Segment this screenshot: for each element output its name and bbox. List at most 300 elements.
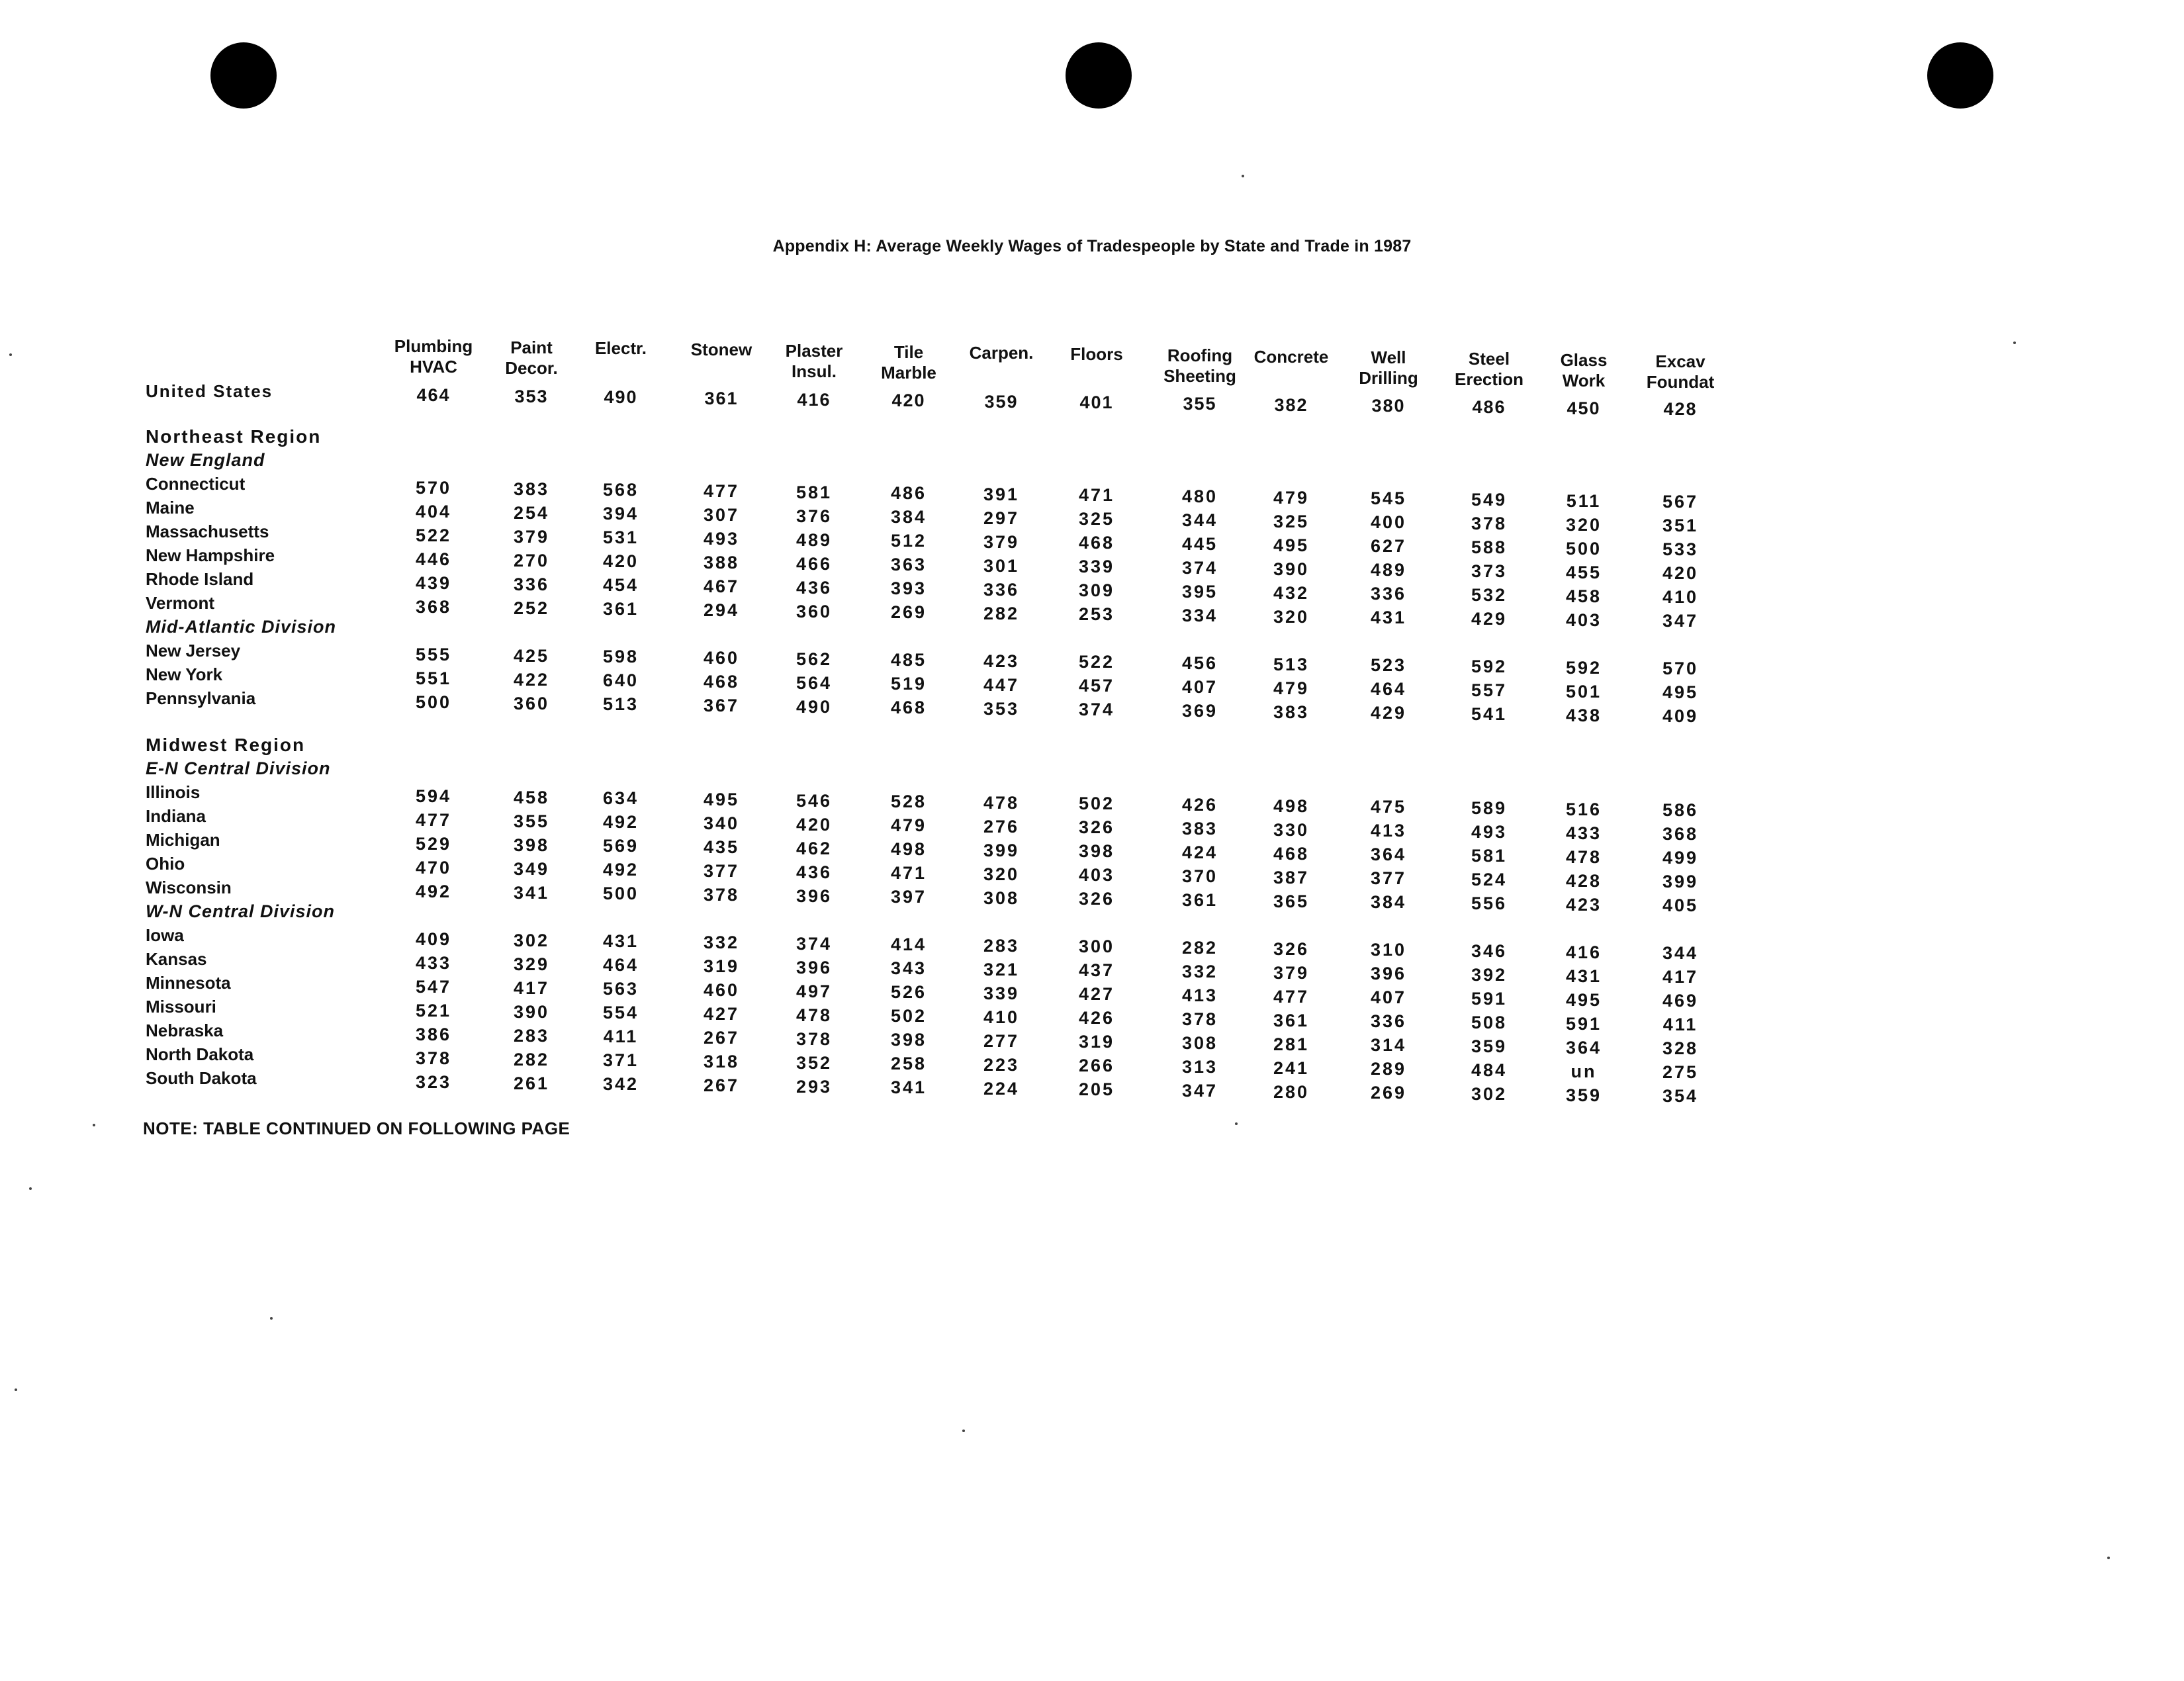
table-cell: 429 xyxy=(1471,609,1508,629)
column-header xyxy=(384,336,483,377)
table-cell: 351 xyxy=(1662,516,1699,536)
table-cell: 395 xyxy=(1181,582,1218,602)
united-states-value: 361 xyxy=(704,388,739,408)
table-cell: 470 xyxy=(415,858,452,878)
table-cell: 205 xyxy=(1078,1079,1115,1100)
state-label: South Dakota xyxy=(146,1068,257,1088)
table-cell: 477 xyxy=(703,480,740,501)
table-cell: 502 xyxy=(1078,794,1115,814)
table-cell: 495 xyxy=(1662,682,1699,703)
table-cell: 495 xyxy=(703,789,740,809)
column-header-line: Plumbing xyxy=(394,336,473,356)
column-header-line: Well xyxy=(1371,347,1406,368)
column-header-line: Floors xyxy=(1070,344,1123,365)
table-cell: 493 xyxy=(703,528,740,549)
table-cell: 492 xyxy=(602,860,639,880)
table-cell: 477 xyxy=(415,810,452,830)
table-cell: 592 xyxy=(1471,657,1508,677)
table-cell: 433 xyxy=(1565,823,1602,843)
table-cell: 500 xyxy=(415,692,452,712)
region-label: Northeast Region xyxy=(146,426,322,447)
table-cell: 424 xyxy=(1181,842,1218,863)
table-cell: 541 xyxy=(1471,704,1508,725)
table-cell: 359 xyxy=(1565,1085,1602,1105)
table-cell: 427 xyxy=(1078,984,1115,1005)
table-cell: 261 xyxy=(513,1073,550,1093)
table-cell: 336 xyxy=(983,579,1020,600)
state-label: Maine xyxy=(146,498,195,518)
table-cell: 369 xyxy=(1181,701,1218,721)
table-cell: 352 xyxy=(796,1052,833,1073)
table-cell: 313 xyxy=(1181,1057,1218,1077)
table-cell: 490 xyxy=(796,696,833,717)
table-cell: 378 xyxy=(703,884,740,905)
table-cell: 398 xyxy=(1078,841,1115,862)
column-header-line: Work xyxy=(1562,370,1606,390)
table-cell: 469 xyxy=(1662,991,1699,1011)
column-header-line: Paint xyxy=(510,337,553,357)
table-cell: 479 xyxy=(1273,678,1310,698)
table-cell: 252 xyxy=(513,598,550,618)
column-header-line: HVAC xyxy=(410,357,457,377)
table-cell: 581 xyxy=(1471,846,1508,866)
united-states-value: 355 xyxy=(1183,394,1217,414)
table-cell: 468 xyxy=(890,698,927,718)
table-cell: 522 xyxy=(415,525,452,545)
column-header-line: Tile xyxy=(893,341,924,362)
table-cell: 325 xyxy=(1273,511,1310,531)
table-cell: 407 xyxy=(1370,987,1407,1008)
column-header xyxy=(482,338,581,379)
table-note: NOTE: TABLE CONTINUED ON FOLLOWING PAGE xyxy=(143,1118,570,1138)
table-cell: 319 xyxy=(703,956,740,976)
table-cell: 384 xyxy=(890,507,927,527)
table-cell: 326 xyxy=(1078,817,1115,838)
table-cell: 557 xyxy=(1471,680,1508,701)
column-header xyxy=(1534,350,1633,391)
table-cell: 409 xyxy=(1662,706,1699,727)
table-cell: 417 xyxy=(513,977,550,998)
table-cell: 269 xyxy=(890,602,927,623)
table-cell: 269 xyxy=(1370,1083,1407,1103)
table-cell: 386 xyxy=(415,1024,452,1044)
table-cell: 407 xyxy=(1181,677,1218,698)
table-cell: 403 xyxy=(1078,865,1115,886)
table-cell: 310 xyxy=(1370,940,1407,960)
table-cell: 409 xyxy=(415,929,452,949)
table-cell: 241 xyxy=(1273,1058,1310,1078)
table-cell: 471 xyxy=(890,863,927,884)
table-cell: 320 xyxy=(1565,514,1602,535)
column-header-line: Decor. xyxy=(505,357,558,378)
table-cell: 458 xyxy=(1565,586,1602,606)
table-cell: 379 xyxy=(1273,962,1310,983)
table-cell: 512 xyxy=(890,531,927,551)
table-cell: 547 xyxy=(415,977,452,997)
table-cell: 307 xyxy=(703,504,740,525)
table-cell: 426 xyxy=(1078,1008,1115,1028)
table-cell: 258 xyxy=(890,1054,927,1074)
table-cell: 410 xyxy=(983,1007,1020,1027)
table-cell: 462 xyxy=(796,838,833,858)
united-states-value: 420 xyxy=(891,390,926,411)
table-cell: 355 xyxy=(513,811,550,831)
column-header xyxy=(672,340,771,360)
table-cell: 455 xyxy=(1565,562,1602,582)
state-label: New Hampshire xyxy=(146,545,275,565)
table-cell: 475 xyxy=(1370,797,1407,817)
table-cell: 378 xyxy=(415,1048,452,1068)
united-states-value: 382 xyxy=(1274,394,1308,415)
table-cell: 581 xyxy=(796,482,833,502)
table-cell: 454 xyxy=(602,575,639,596)
table-cell: 254 xyxy=(513,502,550,523)
table-cell: 423 xyxy=(983,651,1020,671)
column-header xyxy=(1631,351,1730,392)
table-cell: 359 xyxy=(1471,1036,1508,1057)
table-cell: 383 xyxy=(1181,819,1218,839)
table-cell: 426 xyxy=(1181,795,1218,815)
table-cell: 423 xyxy=(1565,894,1602,915)
table-cell: 478 xyxy=(983,792,1020,813)
table-cell: 374 xyxy=(1078,700,1115,720)
column-header-line: Plaster xyxy=(785,340,843,361)
state-label: North Dakota xyxy=(146,1044,254,1064)
table-cell: 347 xyxy=(1662,611,1699,631)
table-cell: 267 xyxy=(703,1027,740,1048)
page-title: Appendix H: Average Weekly Wages of Tradespeople by State and Trade in 1987 xyxy=(772,237,1412,255)
table-cell: 495 xyxy=(1565,989,1602,1010)
table-cell: 320 xyxy=(1273,606,1310,627)
table-cell: 484 xyxy=(1471,1060,1508,1081)
table-cell: 564 xyxy=(796,672,833,693)
table-cell: 588 xyxy=(1471,537,1508,558)
table-cell: 276 xyxy=(983,816,1020,837)
column-header-line: Excav xyxy=(1655,351,1706,371)
column-header-line: Carpen. xyxy=(969,343,1034,363)
table-cell: 379 xyxy=(983,531,1020,552)
united-states-value: 490 xyxy=(604,387,638,408)
table-cell: 511 xyxy=(1566,490,1602,511)
table-cell: 314 xyxy=(1370,1035,1407,1056)
table-cell: 283 xyxy=(513,1025,550,1046)
table-cell: 368 xyxy=(415,597,452,617)
table-cell: 497 xyxy=(796,981,833,1001)
table-cell: 308 xyxy=(1181,1033,1218,1054)
table-cell: 445 xyxy=(1181,534,1218,555)
table-cell: 379 xyxy=(513,526,550,547)
table-cell: 567 xyxy=(1662,492,1699,512)
table-cell: 495 xyxy=(1273,535,1310,555)
column-header xyxy=(1439,349,1539,390)
table-cell: 563 xyxy=(602,979,639,999)
table-cell: 411 xyxy=(1662,1015,1698,1035)
table-cell: 556 xyxy=(1471,893,1508,914)
table-cell: 468 xyxy=(1078,533,1115,553)
table-cell: 431 xyxy=(1565,966,1602,986)
table-cell: 586 xyxy=(1662,800,1699,821)
table-cell: 344 xyxy=(1181,510,1218,531)
table-cell: 282 xyxy=(983,603,1020,623)
table-cell: 549 xyxy=(1471,490,1508,510)
table-cell: 592 xyxy=(1565,657,1602,678)
table-cell: 377 xyxy=(703,860,740,881)
table-cell: 485 xyxy=(890,650,927,670)
table-cell: 436 xyxy=(796,862,833,882)
table-cell: 499 xyxy=(1662,848,1699,868)
table-cell: 396 xyxy=(1370,964,1407,984)
table-cell: 224 xyxy=(983,1078,1020,1099)
table-cell: 282 xyxy=(1181,938,1218,958)
table-cell: 364 xyxy=(1565,1037,1602,1058)
table-cell: 414 xyxy=(890,934,927,955)
table-cell: 508 xyxy=(1471,1013,1508,1033)
table-cell: 267 xyxy=(703,1075,740,1095)
table-cell: 342 xyxy=(602,1074,639,1095)
table-cell: 280 xyxy=(1273,1081,1310,1102)
division-label: E-N Central Division xyxy=(146,758,331,778)
table-cell: 522 xyxy=(1078,652,1115,672)
table-cell: 489 xyxy=(1370,560,1407,580)
united-states-value: 416 xyxy=(797,389,831,410)
united-states-value: 450 xyxy=(1567,398,1601,418)
table-cell: un xyxy=(1570,1061,1597,1081)
column-header xyxy=(1047,344,1146,365)
table-cell: 438 xyxy=(1565,705,1602,725)
table-cell: 364 xyxy=(1370,844,1407,865)
table-cell: 420 xyxy=(796,814,833,835)
table-cell: 447 xyxy=(983,674,1020,695)
table-cell: 551 xyxy=(415,668,452,688)
table-cell: 374 xyxy=(796,933,833,954)
column-header-line: Stonew xyxy=(690,340,752,360)
table-cell: 446 xyxy=(415,549,452,569)
table-cell: 464 xyxy=(1370,679,1407,700)
state-label: Minnesota xyxy=(146,973,231,993)
table-cell: 325 xyxy=(1078,509,1115,529)
table-cell: 640 xyxy=(602,670,639,691)
table-cell: 341 xyxy=(513,882,550,903)
table-cell: 340 xyxy=(703,813,740,833)
table-cell: 477 xyxy=(1273,986,1310,1007)
table-cell: 354 xyxy=(1662,1086,1699,1107)
column-header-line: Concrete xyxy=(1253,346,1329,367)
table-cell: 392 xyxy=(1471,965,1508,985)
table-cell: 460 xyxy=(703,979,740,1000)
table-cell: 383 xyxy=(513,478,550,499)
table-cell: 427 xyxy=(703,1003,740,1024)
table-cell: 545 xyxy=(1370,488,1407,509)
table-cell: 439 xyxy=(415,573,452,593)
table-cell: 598 xyxy=(602,647,639,667)
table-cell: 289 xyxy=(1370,1059,1407,1079)
table-cell: 460 xyxy=(703,647,740,668)
state-label: Wisconsin xyxy=(146,878,232,897)
table-cell: 457 xyxy=(1078,676,1115,696)
table-cell: 347 xyxy=(1181,1081,1218,1101)
united-states-value: 486 xyxy=(1472,397,1506,418)
table-cell: 436 xyxy=(796,577,833,598)
united-states-label: United States xyxy=(146,381,273,401)
table-cell: 275 xyxy=(1662,1062,1699,1083)
column-header-line: Drilling xyxy=(1359,368,1418,388)
table-cell: 410 xyxy=(1662,587,1699,608)
united-states-value: 380 xyxy=(1371,396,1406,416)
table-cell: 396 xyxy=(796,957,833,977)
table-cell: 388 xyxy=(703,552,740,572)
table-cell: 420 xyxy=(1662,563,1699,584)
table-cell: 400 xyxy=(1370,512,1407,533)
table-cell: 302 xyxy=(513,930,550,950)
table-cell: 341 xyxy=(890,1077,927,1098)
table-cell: 501 xyxy=(1565,681,1602,702)
table-cell: 479 xyxy=(1273,487,1310,508)
table-cell: 533 xyxy=(1662,539,1699,560)
column-header xyxy=(571,338,670,359)
table-cell: 399 xyxy=(983,840,1020,860)
table-cell: 589 xyxy=(1471,798,1508,819)
table-cell: 308 xyxy=(983,887,1020,908)
state-label: New York xyxy=(146,664,223,684)
table-cell: 293 xyxy=(796,1076,833,1097)
table-cell: 502 xyxy=(890,1006,927,1026)
column-header-line: Steel xyxy=(1468,349,1510,369)
table-cell: 336 xyxy=(513,574,550,594)
table-cell: 390 xyxy=(513,1001,550,1022)
united-states-value: 401 xyxy=(1079,392,1114,413)
table-cell: 371 xyxy=(602,1050,639,1071)
column-header xyxy=(1150,345,1250,386)
table-cell: 513 xyxy=(602,694,639,715)
column-header xyxy=(1339,347,1438,388)
table-cell: 466 xyxy=(796,553,833,574)
table-cell: 318 xyxy=(703,1051,740,1071)
table-cell: 591 xyxy=(1471,989,1508,1009)
table-cell: 568 xyxy=(602,480,639,500)
table-cell: 387 xyxy=(1273,867,1310,887)
table-cell: 329 xyxy=(513,954,550,974)
table-cell: 489 xyxy=(796,529,833,550)
table-cell: 334 xyxy=(1181,606,1218,626)
table-cell: 458 xyxy=(513,787,550,807)
table-cell: 349 xyxy=(513,858,550,879)
united-states-value: 428 xyxy=(1663,399,1698,420)
table-cell: 320 xyxy=(983,864,1020,884)
column-header-line: Marble xyxy=(881,362,936,383)
table-cell: 519 xyxy=(890,674,927,694)
table-cell: 570 xyxy=(415,478,452,498)
table-cell: 456 xyxy=(1181,653,1218,674)
table-cell: 432 xyxy=(1273,582,1310,603)
table-cell: 378 xyxy=(1181,1009,1218,1030)
table-cell: 591 xyxy=(1565,1013,1602,1034)
state-label: Michigan xyxy=(146,830,220,850)
table-cell: 223 xyxy=(983,1054,1020,1075)
table-cell: 416 xyxy=(1565,942,1602,962)
table-cell: 300 xyxy=(1078,936,1115,957)
table-cell: 479 xyxy=(890,815,927,836)
table-cell: 339 xyxy=(983,983,1020,1003)
table-cell: 521 xyxy=(415,1001,452,1021)
division-label: New England xyxy=(146,450,265,470)
table-cell: 627 xyxy=(1370,536,1407,557)
table-cell: 270 xyxy=(513,550,550,570)
table-cell: 391 xyxy=(983,484,1020,504)
state-label: Vermont xyxy=(146,593,215,613)
table-cell: 332 xyxy=(703,932,740,952)
table-cell: 405 xyxy=(1662,895,1699,916)
table-cell: 378 xyxy=(1471,514,1508,534)
table-cell: 374 xyxy=(1181,558,1218,578)
table-cell: 377 xyxy=(1370,868,1407,889)
table-cell: 403 xyxy=(1565,610,1602,630)
state-label: Pennsylvania xyxy=(146,688,256,708)
table-cell: 531 xyxy=(602,527,639,548)
table-cell: 283 xyxy=(983,935,1020,956)
table-cell: 398 xyxy=(513,835,550,855)
table-cell: 376 xyxy=(796,506,833,526)
table-cell: 397 xyxy=(890,887,927,907)
state-label: Iowa xyxy=(146,925,184,945)
table-cell: 570 xyxy=(1662,659,1699,679)
column-header-line: Electr. xyxy=(594,338,647,359)
table-cell: 524 xyxy=(1471,870,1508,890)
column-header xyxy=(952,343,1051,363)
table-cell: 319 xyxy=(1078,1032,1115,1052)
table-cell: 328 xyxy=(1662,1038,1699,1059)
table-cell: 546 xyxy=(796,790,833,811)
table-cell: 528 xyxy=(890,792,927,812)
table-cell: 361 xyxy=(602,599,639,619)
table-cell: 513 xyxy=(1273,654,1310,674)
table-cell: 467 xyxy=(703,576,740,596)
table-cell: 361 xyxy=(1273,1010,1310,1030)
table-cell: 301 xyxy=(983,555,1020,576)
table-cell: 523 xyxy=(1370,655,1407,676)
table-cell: 281 xyxy=(1273,1034,1310,1054)
table-cell: 468 xyxy=(1273,843,1310,864)
table-cell: 336 xyxy=(1370,584,1407,604)
table-cell: 396 xyxy=(796,886,833,906)
table-cell: 321 xyxy=(983,959,1020,979)
table-cell: 429 xyxy=(1370,703,1407,723)
table-cell: 297 xyxy=(983,508,1020,528)
table-cell: 344 xyxy=(1662,943,1699,964)
table-cell: 332 xyxy=(1181,962,1218,982)
table-cell: 266 xyxy=(1078,1056,1115,1076)
state-label: Missouri xyxy=(146,997,216,1017)
state-label: Illinois xyxy=(146,782,201,802)
table-cell: 346 xyxy=(1471,941,1508,962)
table-cell: 368 xyxy=(1662,824,1699,844)
table-cell: 569 xyxy=(602,836,639,856)
table-cell: 471 xyxy=(1078,485,1115,506)
table-cell: 378 xyxy=(796,1028,833,1049)
state-label: Kansas xyxy=(146,949,207,969)
table-cell: 529 xyxy=(415,834,452,854)
table-cell: 413 xyxy=(1181,985,1218,1006)
state-label: Nebraska xyxy=(146,1021,224,1040)
table-cell: 361 xyxy=(1181,890,1218,911)
table-cell: 492 xyxy=(602,812,639,833)
table-cell: 437 xyxy=(1078,960,1115,981)
table-cell: 486 xyxy=(890,483,927,504)
table-cell: 398 xyxy=(890,1030,927,1050)
column-header-line: Erection xyxy=(1454,369,1524,390)
table-cell: 417 xyxy=(1662,967,1699,987)
table-cell: 498 xyxy=(890,839,927,860)
table-cell: 532 xyxy=(1471,585,1508,606)
